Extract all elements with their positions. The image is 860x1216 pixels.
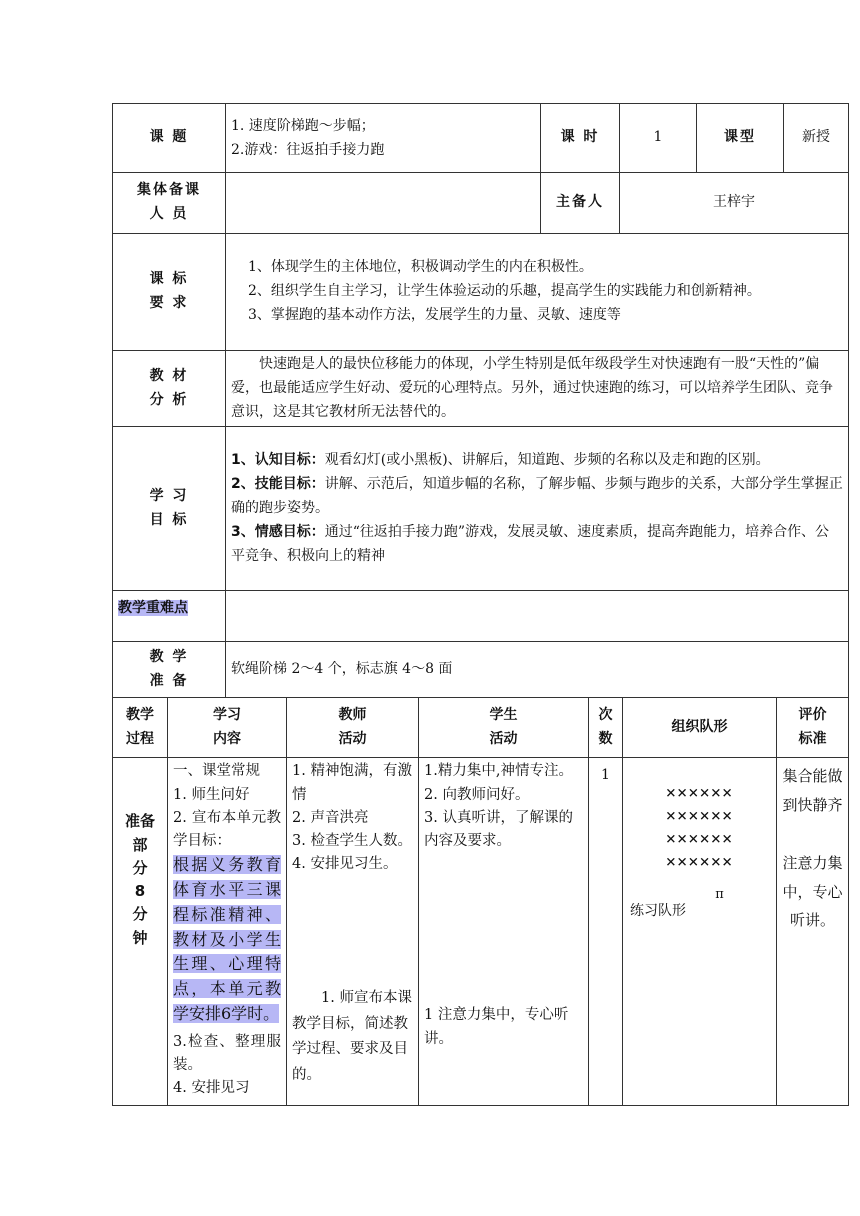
standards-label-line-2: 要 求 [149,295,189,311]
prep-row [113,642,849,698]
type-label: 课型 [697,104,784,173]
group-label-line-1: 集体备课 [137,182,201,199]
topic-label: 课 题 [113,104,226,173]
objective-body-3: 通过“往返拍手接力跑”游戏，发展灵敏、速度素质，提高奔跑能力，培养合作、公平竞争、积极向上的精神 [231,523,830,564]
content-line-1: 一、课堂常规 [173,763,260,780]
topic-value [226,104,541,173]
content-line-2: 1. 师生问好 [173,786,250,803]
materials-label-line-1: 教 材 [149,367,189,384]
period-value: 1 [620,104,697,173]
process-header-formation: 组织队形 [623,698,777,758]
period-label: 课 时 [541,104,620,173]
prep-label-line-2: 准 备 [149,672,189,689]
teacher-position-mark: π [715,887,724,903]
process-header-content-2: 内容 [213,730,241,747]
group-label [113,173,226,234]
formation-caption: 练习队形 [630,903,686,920]
objective-item-3 [231,521,843,569]
teacher-later: 1. 师宣布本课教学目标，简述教学过程、要求及目的。 [292,990,412,1083]
count-cell: 1 [589,758,623,1106]
objective-item-2 [231,473,843,521]
process-header-count [589,698,623,758]
process-table [112,697,849,1106]
objectives-label-line-2: 目 标 [149,511,189,528]
student-item-1: 1.精力集中,神情专注。 [424,763,573,780]
stage-line-3: 分 [132,858,148,877]
objectives-value [226,427,849,591]
process-header-teacher-1: 教师 [338,707,367,724]
stage-line-4: 8 [134,882,146,901]
group-label-line-2: 人 员 [149,206,189,222]
stage-line-6: 钟 [132,928,148,947]
type-value: 新授 [784,104,849,173]
content-line-5: 4. 安排见习 [173,1080,250,1097]
objective-body-2: 讲解、示范后，知道步幅的名称，了解步幅、步频与跑步的关系，大部分学生掌握正确的跑步姿势。 [231,476,843,516]
key-points-value [226,591,849,642]
group-row [113,173,849,234]
process-header-count-1: 次 [598,707,613,724]
process-header-teacher [287,698,419,758]
standards-label-line-1: 课 标 [149,271,189,288]
objectives-row [113,427,849,591]
prep-label [113,642,226,698]
prep-stage-row [113,758,849,1106]
lead-label: 主备人 [541,173,620,234]
process-header-stage-2: 过程 [126,730,154,747]
process-header-eval-2: 标准 [798,730,827,747]
lesson-plan-sheet [112,103,848,1106]
formation-row-1: ×××××× [665,783,734,804]
process-header-student-1: 学生 [489,707,518,724]
stage-line-2: 部 [132,835,148,854]
prep-value: 软绳阶梯 2～4 个，标志旗 4～8 面 [226,642,849,698]
standards-item-2: 2、组织学生自主学习，让学生体验运动的乐趣，提高学生的实践能力和创新精神。 [248,283,761,300]
objective-head-1: 1、认知目标： [231,452,325,469]
content-highlight-text: 根据义务教育体育水平三课程标准精神、教材及小学生生理、心理特点，本单元教学安排6学时。 [173,855,281,1023]
teacher-item-4: 4. 安排见习生。 [292,856,398,873]
process-header-student [419,698,589,758]
key-points-label: 教学重难点 [118,600,188,617]
formation-cell [623,758,777,1106]
materials-value [226,351,849,427]
key-points-label-cell [113,591,226,642]
process-header-eval-1: 评价 [798,707,827,724]
student-item-3: 3. 认真听讲，了解课的内容及要求。 [424,809,573,849]
group-value [226,173,541,234]
topic-line-2: 2.游戏：往返拍手接力跑 [231,142,385,158]
objectives-label [113,427,226,591]
process-header-stage [113,698,168,758]
process-header-student-2: 活动 [489,730,518,747]
objectives-label-line-1: 学 习 [149,488,189,505]
teacher-item-3: 3. 检查学生人数。 [292,832,412,849]
content-cell [168,758,287,1106]
formation-row-2: ×××××× [665,806,734,827]
topic-row [113,104,849,173]
eval-first: 集合能做到快静齐 [782,767,843,814]
eval-cell [777,758,849,1106]
lead-value: 王梓宇 [620,173,849,234]
process-header-teacher-2: 活动 [338,730,367,747]
materials-label [113,351,226,427]
objective-body-1: 观看幻灯(或小黑板)、讲解后，知道跑、步频的名称以及走和跑的区别。 [324,452,770,469]
content-highlight [173,853,281,1027]
process-header-stage-1: 教学 [126,707,154,724]
objective-head-2: 2、技能目标： [231,476,325,493]
materials-text: 快速跑是人的最快位移能力的体现，小学生特别是低年级段学生对快速跑有一股“天性的”偏爱，也最能适应学生好动、爱玩的心理特点。另外，通过快速跑的练习，可以培养学生团队、竞争意识，这是其它教材所无法替代的。 [231,356,833,420]
topic-line-1: 1. 速度阶梯跑～步幅； [231,117,375,134]
student-item-2: 2. 向教师问好。 [424,786,530,803]
formation-row-4: ×××××× [665,852,734,873]
key-points-row [113,591,849,642]
standards-item-3: 3、掌握跑的基本动作方法，发展学生的力量、灵敏、速度等 [248,306,621,323]
teacher-item-2: 2. 声音洪亮 [292,809,369,826]
materials-label-line-2: 分 析 [149,391,189,408]
lesson-info-table [112,103,849,698]
materials-row [113,351,849,427]
eval-second: 注意力集中，专心听讲。 [782,854,843,930]
student-later: 1 注意力集中，专心听讲。 [424,1007,569,1047]
process-header-content-1: 学习 [213,707,241,724]
process-header-content [168,698,287,758]
content-line-3: 2. 宣布本单元教学目标： [173,809,281,849]
prep-label-line-1: 教 学 [149,649,189,666]
process-header-row [113,698,849,758]
objective-item-1 [231,449,843,473]
stage-line-1: 准备 [124,812,155,831]
formation-grid [628,782,771,874]
process-header-eval [777,698,849,758]
objective-head-3: 3、情感目标： [231,523,325,540]
standards-label [113,234,226,351]
teacher-item-1: 1. 精神饱满，有激情 [292,763,412,803]
standards-value [226,234,849,351]
standards-row [113,234,849,351]
formation-row-3: ×××××× [665,829,734,850]
stage-cell [113,758,168,1106]
teacher-cell [287,758,419,1106]
standards-item-1: 1、体现学生的主体地位，积极调动学生的内在积极性。 [248,259,593,276]
student-cell [419,758,589,1106]
process-header-count-2: 数 [598,730,613,747]
content-line-4: 3.检查、整理服装。 [173,1033,281,1073]
stage-line-5: 分 [132,905,148,924]
